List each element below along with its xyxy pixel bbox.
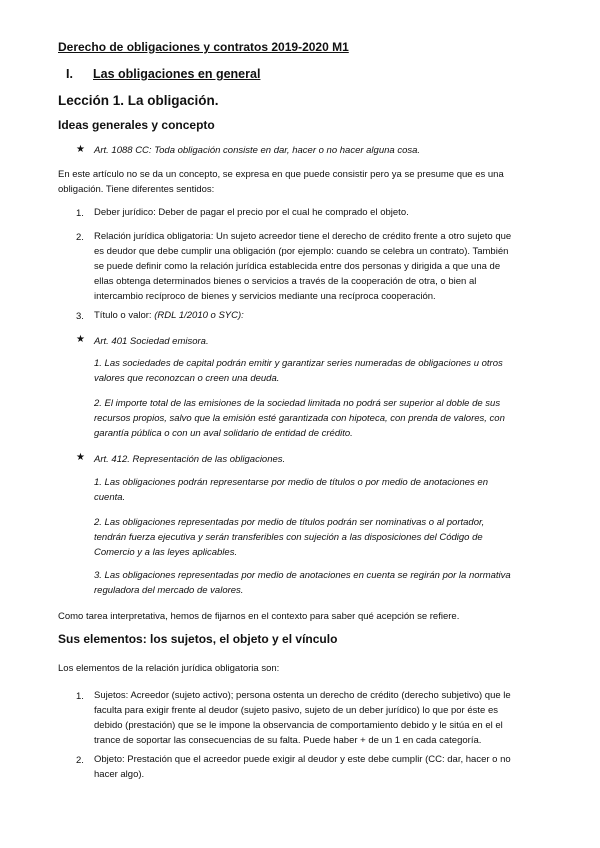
interpretive-note: Como tarea interpretativa, hemos de fijarnos en el contexto para saber qué acepción se refiere. [58,611,460,622]
list-number: 1. [76,208,84,219]
list-item-relacion-juridica: Relación jurídica obligatoria: Un sujeto acreedor tiene el derecho de crédito frente a otro sujeto que es deudor que debe cumplir una obligación (por ejemplo: cuando se celebra un contrato). También se puede definir como la relación jurídica establecida entre dos personas y dirigida a que una de ellas obtenga determinados bienes o servicios a través de la cooperación de otra, o bien al intercambio recíproco de bienes y servicios mediante una recíproca cooperación. [94,231,512,302]
section-title: Las obligaciones en general [93,67,261,81]
star-bullet-icon: ★ [76,452,85,463]
list-number: 1. [76,691,84,702]
lesson-title: Lección 1. La obligación. [58,93,219,108]
elements-intro: Los elementos de la relación jurídica obligatoria son: [58,663,280,674]
art-401-paragraph-2: 2. El importe total de las emisiones de la sociedad limitada no podrá ser superior al doble de sus recursos propios, salvo que la emisión esté garantizada con hipoteca, con prenda de valores, con garantía pública o con un aval solidario de entidad de crédito. [94,398,505,439]
art-1088-quote: Art. 1088 CC: Toda obligación consiste en dar, hacer o no hacer alguna cosa. [94,145,421,156]
heading-elementos: Sus elementos: los sujetos, el objeto y el vínculo [58,632,338,646]
art-412-paragraph-3: 3. Las obligaciones representadas por medio de anotaciones en cuenta se regirán por la normativa reguladora del mercado de valores. [94,570,511,596]
list-number: 3. [76,311,84,322]
list-number: 2. [76,755,84,766]
art-401-paragraph-1: 1. Las sociedades de capital podrán emitir y garantizar series numeradas de obligaciones u otros valores que reconozcan o creen una deuda. [94,358,503,384]
heading-ideas-generales: Ideas generales y concepto [58,118,215,132]
intro-paragraph: En este artículo no se da un concepto, se expresa en que puede consistir pero ya se presume que es una obligación. Tiene diferentes sentidos: [58,169,504,195]
star-bullet-icon: ★ [76,334,85,345]
list-item-deber-juridico: Deber jurídico: Deber de pagar el precio por el cual he comprado el objeto. [94,207,409,218]
art-412-paragraph-1: 1. Las obligaciones podrán representarse por medio de títulos o por medio de anotaciones en cuenta. [94,477,488,503]
art-412-heading: Art. 412. Representación de las obligaciones. [94,454,286,465]
list-number: 2. [76,232,84,243]
list-item-titulo-valor: Título o valor: (RDL 1/2010 o SYC): [94,310,244,321]
art-412-paragraph-2: 2. Las obligaciones representadas por medio de títulos podrán ser nominativas o al portador, tendrán fuerza ejecutiva y serán transferibles con sujeción a las disposiciones del Código de Comercio y a las leyes aplicables. [94,517,485,558]
art-401-heading: Art. 401 Sociedad emisora. [94,336,209,347]
section-number: I. [66,67,73,81]
list-item-objeto: Objeto: Prestación que el acreedor puede exigir al deudor y este debe cumplir (CC: dar, hacer o no hacer algo). [94,754,511,780]
document-title: Derecho de obligaciones y contratos 2019-2020 M1 [58,40,349,54]
star-bullet-icon: ★ [76,144,85,155]
list-item-sujetos: Sujetos: Acreedor (sujeto activo); persona ostenta un derecho de crédito (derecho subjetivo) que le faculta para exigir frente al deudor (sujeto pasivo, sujeto de un deber jurídico) lo que por éste es debido (prestación) que se le impone la observancia de comportamiento debido y le sitúa en el el trance de soportar las consecuencias de su falta. Puede haber + de un 1 en cada categoría. [94,690,511,746]
